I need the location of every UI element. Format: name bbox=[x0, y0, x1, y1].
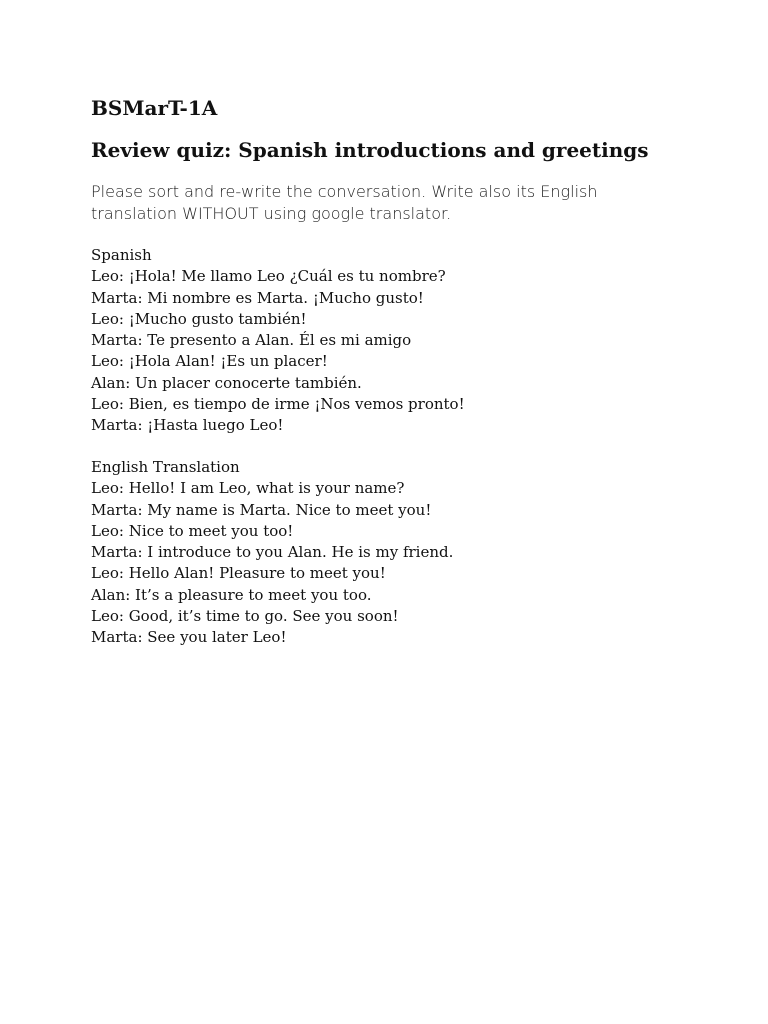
instructions-line: translation WITHOUT using google translator. bbox=[91, 204, 452, 223]
english-line: Marta: My name is Marta. Nice to meet you! bbox=[91, 500, 432, 519]
instructions-line: Please sort and re-write the conversation. Write also its English bbox=[91, 182, 598, 201]
spanish-line: Marta: Te presento a Alan. Él es mi amigo bbox=[91, 331, 412, 350]
spanish-line: Leo: Bien, es tiempo de irme ¡Nos vemos pronto! bbox=[91, 395, 465, 414]
english-line: Leo: Nice to meet you too! bbox=[91, 521, 294, 540]
course-code: BSMarT-1A bbox=[91, 96, 218, 120]
spanish-heading: Spanish bbox=[91, 246, 152, 264]
english-line: Leo: Good, it’s time to go. See you soon! bbox=[91, 607, 399, 626]
spanish-line: Marta: ¡Hasta luego Leo! bbox=[91, 416, 284, 435]
spanish-line: Marta: Mi nombre es Marta. ¡Mucho gusto! bbox=[91, 288, 424, 307]
english-heading: English Translation bbox=[91, 458, 240, 476]
english-line: Alan: It’s a pleasure to meet you too. bbox=[91, 585, 372, 604]
english-line: Marta: I introduce to you Alan. He is my friend. bbox=[91, 543, 454, 562]
quiz-title: Review quiz: Spanish introductions and greetings bbox=[91, 138, 649, 162]
english-line: Leo: Hello Alan! Pleasure to meet you! bbox=[91, 564, 386, 583]
spanish-line: Leo: ¡Mucho gusto también! bbox=[91, 309, 307, 328]
spanish-line: Leo: ¡Hola! Me llamo Leo ¿Cuál es tu nombre? bbox=[91, 267, 446, 286]
instructions bbox=[91, 181, 651, 225]
spanish-line: Alan: Un placer conocerte también. bbox=[91, 373, 362, 392]
english-section bbox=[91, 457, 453, 649]
english-line: Marta: See you later Leo! bbox=[91, 628, 287, 647]
english-line: Leo: Hello! I am Leo, what is your name? bbox=[91, 479, 405, 498]
spanish-line: Leo: ¡Hola Alan! ¡Es un placer! bbox=[91, 352, 328, 371]
spanish-section bbox=[91, 245, 465, 437]
